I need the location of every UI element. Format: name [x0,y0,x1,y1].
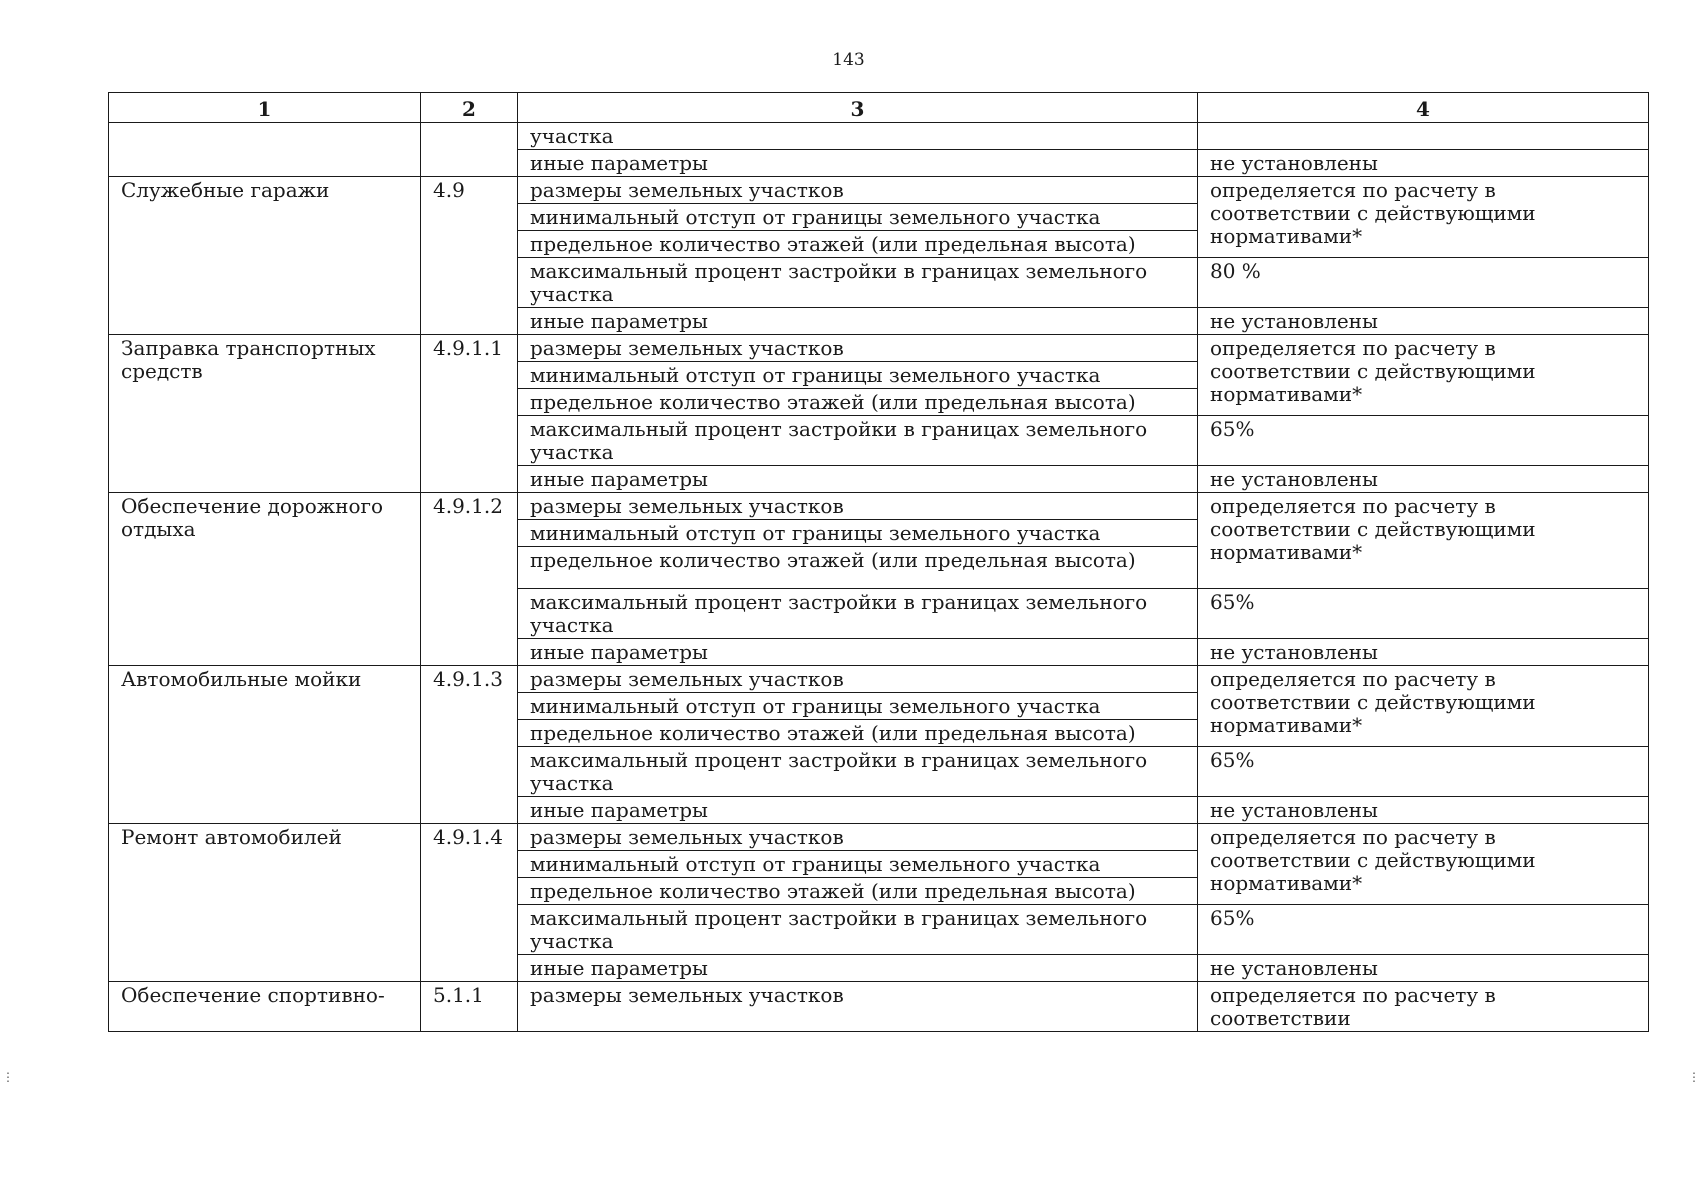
value-cell: 65% [1198,589,1649,639]
header-col-3: 3 [518,93,1198,123]
carry-over-param: участка [518,123,1198,150]
param-cell: иные параметры [518,308,1198,335]
value-cell: определяется по расчету в соответствии с действующими нормативами* [1198,666,1649,747]
param-cell: предельное количество этажей (или предельная высота) [518,389,1198,416]
param-cell: минимальный отступ от границы земельного участка [518,362,1198,389]
carry-over-param: иные параметры [518,150,1198,177]
param-cell: иные параметры [518,466,1198,493]
use-type-code: 4.9 [421,177,518,335]
use-type-name: Обеспечение спортивно- [109,982,421,1032]
value-cell: 65% [1198,416,1649,466]
use-type-code: 5.1.1 [421,982,518,1032]
param-cell: размеры земельных участков [518,335,1198,362]
value-cell: 65% [1198,905,1649,955]
value-cell: определяется по расчету в соответствии [1198,982,1649,1032]
param-cell: иные параметры [518,797,1198,824]
table-row [109,177,1649,204]
use-type-name: Обеспечение дорожного отдыха [109,493,421,666]
carry-over-code [421,123,518,177]
param-cell: минимальный отступ от границы земельного участка [518,693,1198,720]
param-cell: минимальный отступ от границы земельного участка [518,851,1198,878]
param-cell: размеры земельных участков [518,493,1198,520]
param-cell: размеры земельных участков [518,982,1198,1032]
table-row [109,824,1649,851]
value-cell: определяется по расчету в соответствии с действующими нормативами* [1198,824,1649,905]
table-row [109,335,1649,362]
param-cell: максимальный процент застройки в границах земельного участка [518,258,1198,308]
value-cell: 65% [1198,747,1649,797]
param-cell: максимальный процент застройки в границах земельного участка [518,416,1198,466]
param-cell: максимальный процент застройки в границах земельного участка [518,905,1198,955]
header-col-1: 1 [109,93,421,123]
param-cell: предельное количество этажей (или предельная высота) [518,878,1198,905]
header-row [109,93,1649,123]
carry-over-value: не установлены [1198,150,1649,177]
param-cell: максимальный процент застройки в границах земельного участка [518,747,1198,797]
value-cell: определяется по расчету в соответствии с действующими нормативами* [1198,335,1649,416]
scan-margin-mark: ⋮ [2,1070,13,1084]
use-type-code: 4.9.1.3 [421,666,518,824]
value-cell: определяется по расчету в соответствии с действующими нормативами* [1198,177,1649,258]
page-number: 143 [832,50,865,70]
param-cell: предельное количество этажей (или предельная высота) [518,720,1198,747]
value-cell: не установлены [1198,639,1649,666]
table-row [109,982,1649,1032]
value-cell: 80 % [1198,258,1649,308]
use-type-name: Автомобильные мойки [109,666,421,824]
param-cell: размеры земельных участков [518,177,1198,204]
use-type-name: Ремонт автомобилей [109,824,421,982]
value-cell: определяется по расчету в соответствии с действующими нормативами* [1198,493,1649,589]
param-cell: иные параметры [518,955,1198,982]
param-cell: размеры земельных участков [518,824,1198,851]
param-cell: размеры земельных участков [518,666,1198,693]
param-cell: иные параметры [518,639,1198,666]
param-cell: минимальный отступ от границы земельного участка [518,204,1198,231]
scan-margin-mark: ⋮ [1688,1070,1699,1084]
param-cell: максимальный процент застройки в границах земельного участка [518,589,1198,639]
value-cell: не установлены [1198,797,1649,824]
carry-over-row [109,123,1649,150]
regulations-table [108,92,1649,1032]
table-row [109,493,1649,520]
carry-over-name [109,123,421,177]
param-cell: предельное количество этажей (или предельная высота) [518,547,1198,589]
use-type-code: 4.9.1.1 [421,335,518,493]
header-col-4: 4 [1198,93,1649,123]
header-col-2: 2 [421,93,518,123]
value-cell: не установлены [1198,955,1649,982]
use-type-code: 4.9.1.4 [421,824,518,982]
table-row [109,666,1649,693]
value-cell: не установлены [1198,308,1649,335]
value-cell: не установлены [1198,466,1649,493]
param-cell: минимальный отступ от границы земельного участка [518,520,1198,547]
use-type-name: Заправка транспортных средств [109,335,421,493]
param-cell: предельное количество этажей (или предельная высота) [518,231,1198,258]
carry-over-value [1198,123,1649,150]
use-type-name: Служебные гаражи [109,177,421,335]
use-type-code: 4.9.1.2 [421,493,518,666]
